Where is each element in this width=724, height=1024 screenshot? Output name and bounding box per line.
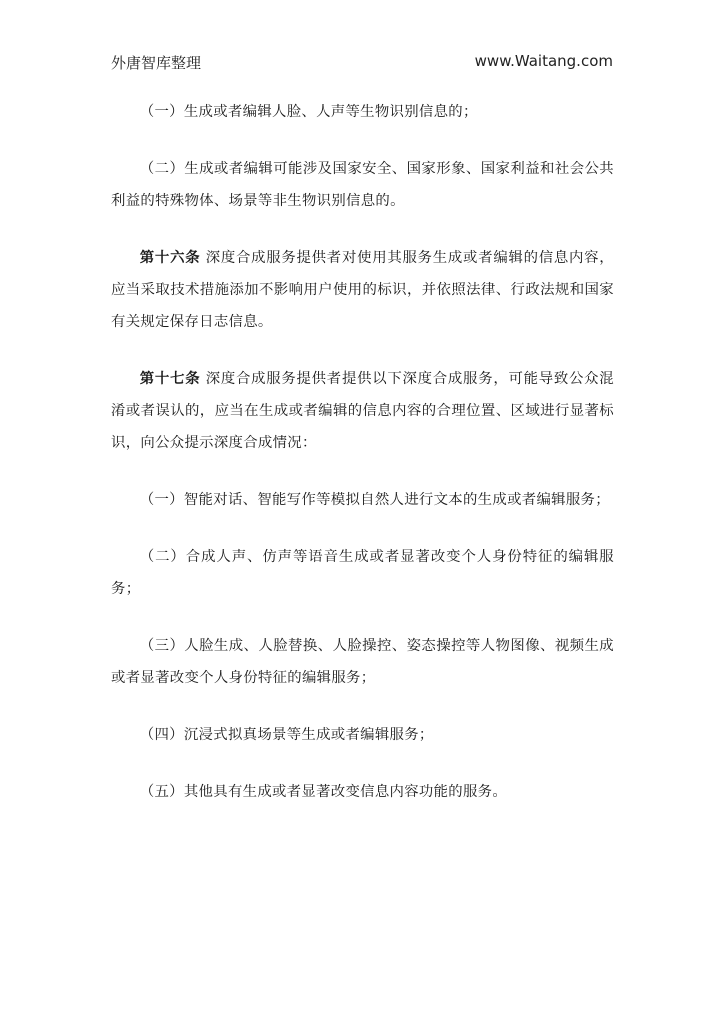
document-body: [111, 96, 614, 808]
article-16-text: 深度合成服务提供者对使用其服务生成或者编辑的信息内容，应当采取技术措施添加不影响用户使用的标识，并依照法律、行政法规和国家有关规定保存日志信息。: [111, 250, 614, 330]
article-16-number: 第十六条: [139, 250, 201, 266]
list-item-1: （一）智能对话、智能写作等模拟自然人进行文本的生成或者编辑服务；: [139, 492, 610, 508]
article-17: [111, 363, 614, 459]
list-item-4: （四）沉浸式拟真场景等生成或者编辑服务；: [139, 727, 434, 743]
list-item-5: （五）其他具有生成或者显著改变信息内容功能的服务。: [139, 784, 508, 800]
article-17-number: 第十七条: [139, 371, 201, 387]
site-name: 外唐智库整理: [111, 54, 202, 72]
site-url: www.Waitang.com: [474, 52, 613, 70]
list-item-2: （二）合成人声、仿声等语音生成或者显著改变个人身份特征的编辑服务；: [111, 549, 614, 597]
page-header: [111, 52, 613, 76]
article-17-text: 深度合成服务提供者提供以下深度合成服务，可能导致公众混淆或者误认的，应当在生成或者编辑的信息内容的合理位置、区域进行显著标识，向公众提示深度合成情况：: [111, 371, 614, 451]
list-item-3: （三）人脸生成、人脸替换、人脸操控、姿态操控等人物图像、视频生成或者显著改变个人身份特征的编辑服务；: [111, 638, 614, 686]
article-16: [111, 242, 614, 338]
paragraph-1: （一）生成或者编辑人脸、人声等生物识别信息的；: [139, 104, 478, 120]
paragraph-2: （二）生成或者编辑可能涉及国家安全、国家形象、国家利益和社会公共利益的特殊物体、场景等非生物识别信息的。: [111, 161, 614, 209]
